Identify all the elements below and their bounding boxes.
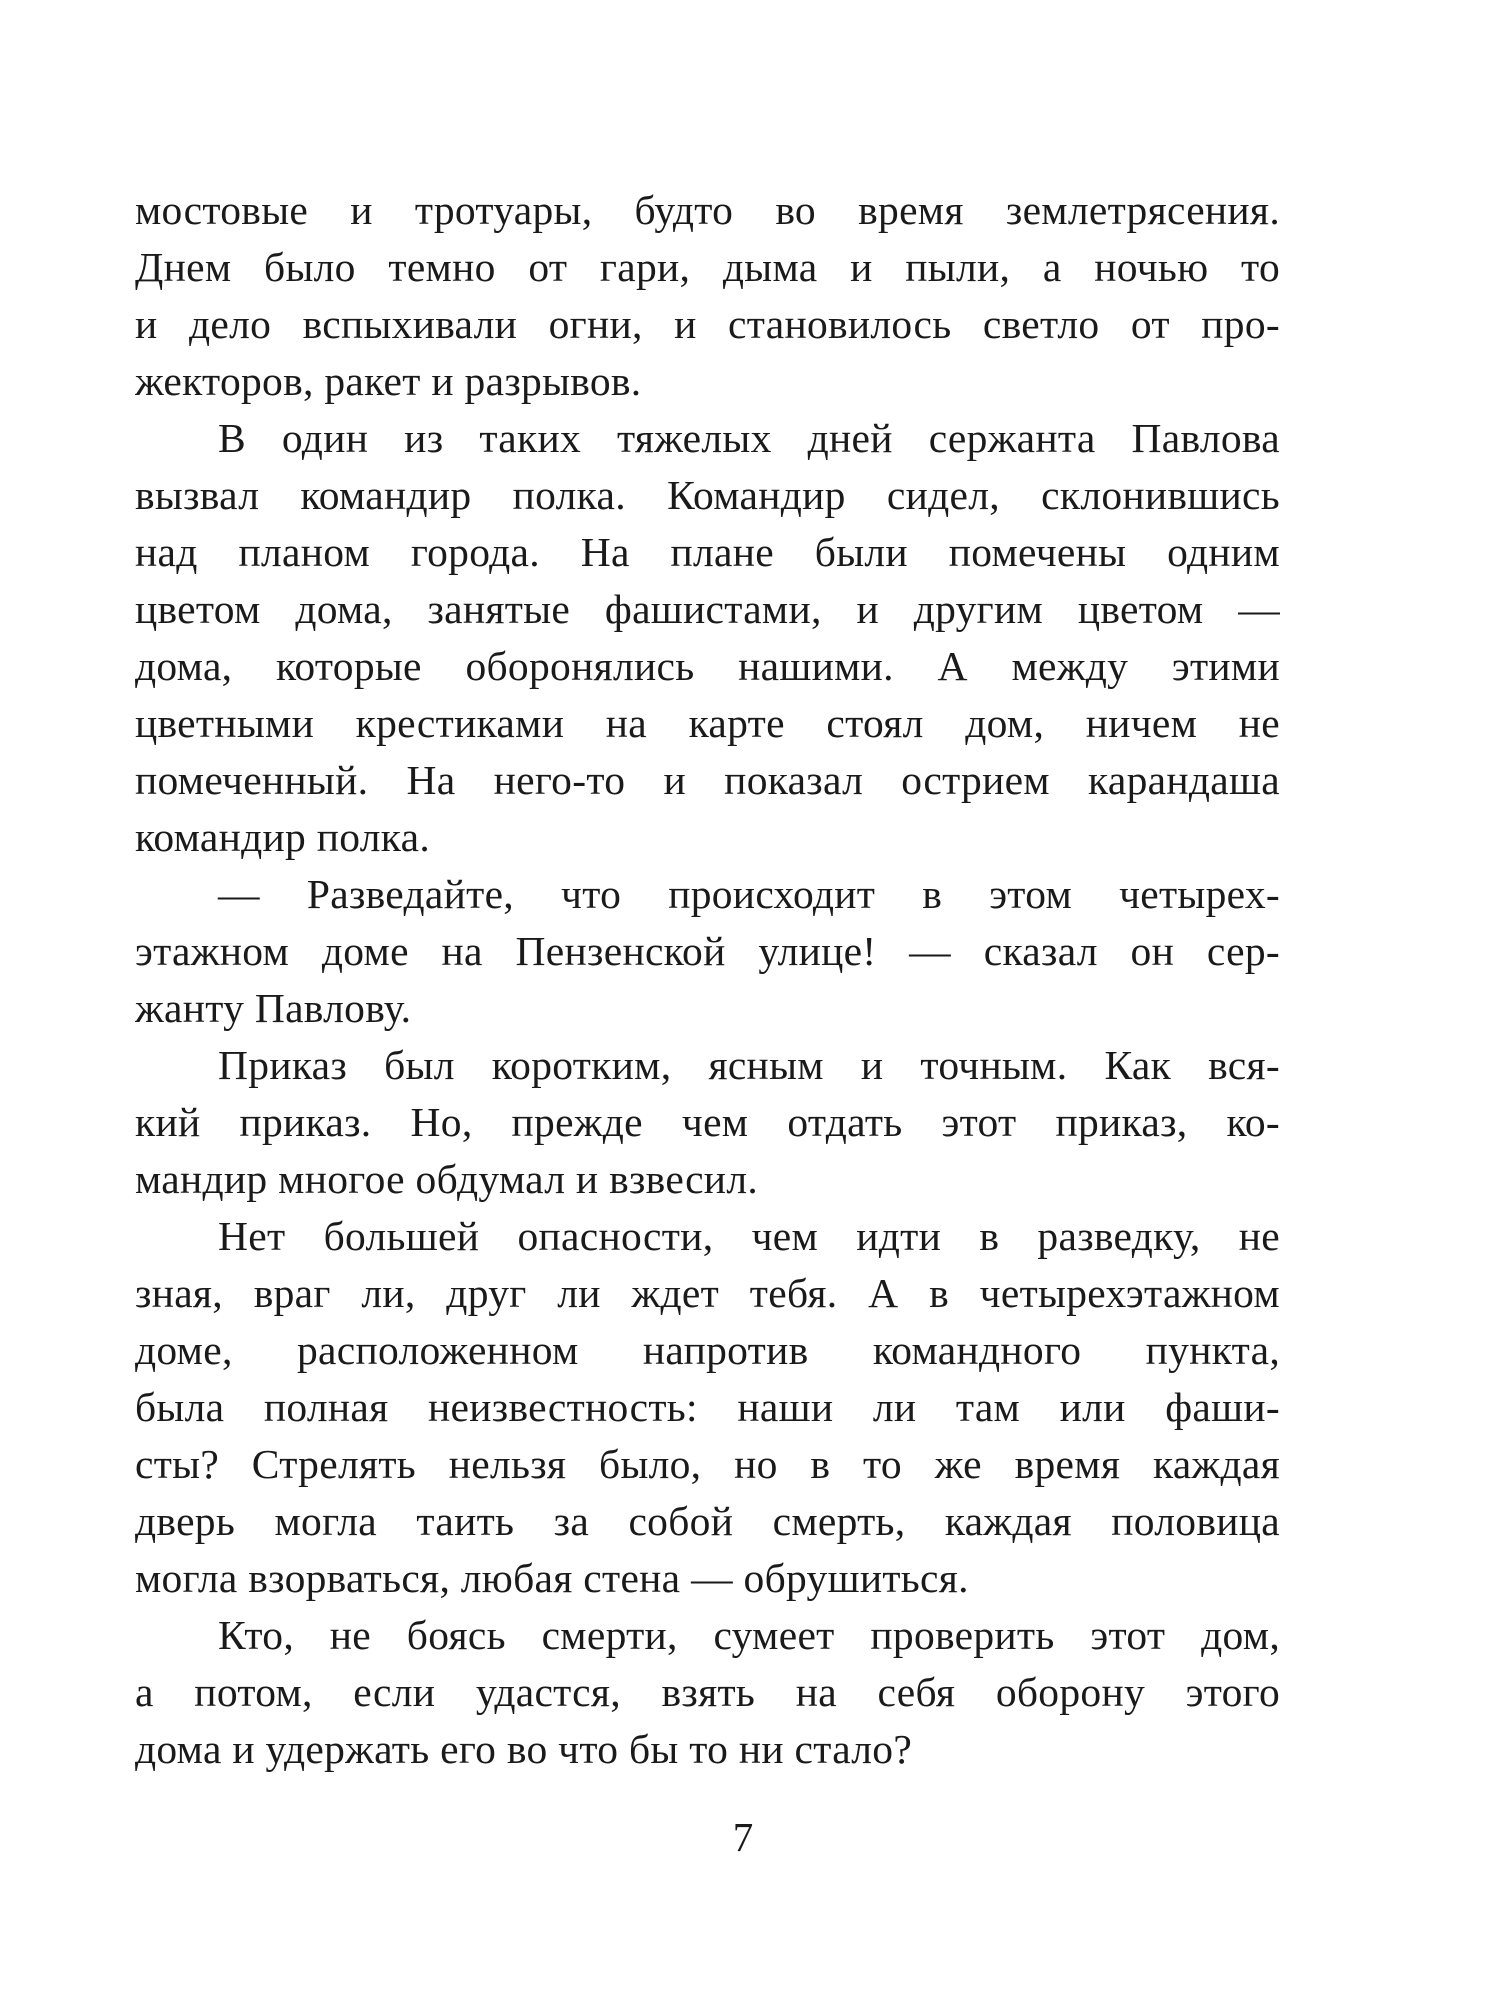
text-line: помеченный. На него-то и показал острием карандаша [135,757,1280,803]
text-line: Нет большей опасности, чем идти в разведку, не [218,1213,1280,1259]
text-line: цветными крестиками на карте стоял дом, ничем не [135,700,1280,746]
text-line: вызвал командир полка. Командир сидел, склонившись [135,472,1280,518]
text-line: — Разведайте, что происходит в этом четырех- [218,871,1280,917]
text-line: дома, которые оборонялись нашими. А между этими [135,643,1280,689]
text-line: могла взорваться, любая стена — обрушиться. [135,1555,969,1601]
text-line: этажном доме на Пензенской улице! — сказал он сер- [135,928,1280,974]
body-text [135,182,1280,1778]
text-line: цветом дома, занятые фашистами, и другим цветом — [135,586,1280,632]
text-line: Кто, не боясь смерти, сумеет проверить этот дом, [218,1612,1280,1658]
paragraph-6 [135,1607,1280,1778]
text-line: дома и удержать его во что бы то ни стало? [135,1726,913,1772]
text-line: зная, враг ли, друг ли ждет тебя. А в четырехэтажном [135,1270,1280,1316]
text-line: В один из таких тяжелых дней сержанта Павлова [218,415,1280,461]
page-number: 7 [732,1814,754,1860]
text-line: мандир многое обдумал и взвесил. [135,1156,759,1202]
text-line: жанту Павлову. [135,985,412,1031]
text-line: Днем было темно от гари, дыма и пыли, а ночью то [135,244,1280,290]
text-line: и дело вспыхивали огни, и становилось светло от про- [135,301,1280,347]
text-line: доме, расположенном напротив командного пункта, [135,1327,1280,1373]
text-line: командир полка. [135,814,431,860]
text-line: дверь могла таить за собой смерть, каждая половица [135,1498,1280,1544]
paragraph-2 [135,410,1280,866]
text-line: мостовые и тротуары, будто во время землетрясения. [135,187,1280,233]
text-line: была полная неизвестность: наши ли там или фаши- [135,1384,1280,1430]
paragraph-3 [135,866,1280,1037]
text-line: над планом города. На плане были помечены одним [135,529,1280,575]
text-line: а потом, если удастся, взять на себя оборону этого [135,1669,1280,1715]
text-line: жекторов, ракет и разрывов. [135,358,642,404]
paragraph-5 [135,1208,1280,1607]
text-line: сты? Стрелять нельзя было, но в то же время каждая [135,1441,1280,1487]
paragraph-4 [135,1037,1280,1208]
text-line: Приказ был коротким, ясным и точным. Как вся- [218,1042,1280,1088]
paragraph-1 [135,182,1280,410]
text-line: кий приказ. Но, прежде чем отдать этот приказ, ко- [135,1099,1280,1145]
